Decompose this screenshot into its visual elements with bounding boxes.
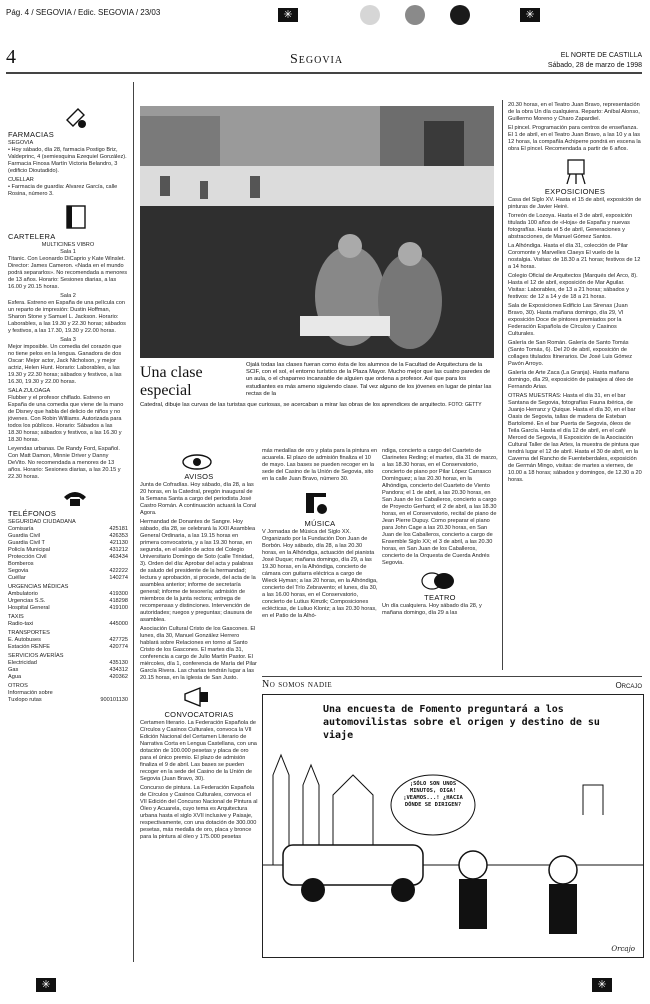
servicios-table	[8, 660, 128, 681]
musica-text: V Jornadas de Música del Siglo XX. Organizado por la Fundación Don Juan de Borbón. Hoy sábado, día 28, a las 20.30 horas, en la Alhóndiga, actuación del pianista José Duque; mañana domingo, día 29, a las 19.30 horas, en la Alhóndiga, concierto de cámara con guitarra eléctrica a cargo de Wieck Hyman; a las 20 horas, en la Alhóndiga, concierto del Trío Zebravento; el lunes, día 30, a las 16.00 horas, en el Conservatorio, concierto de Lutius Kimzik; Composiciones eclécticas, de Luliuo Kloniz; a las 20.30 horas, en el Patio de la Alhó-	[262, 529, 378, 619]
speech-bubble-text: ¡SÓLO SON UNOS MINUTOS, OIGA! ¡VEAMOS...! ¿HACIA DÓNDE SE DIRIGEN?	[403, 781, 463, 808]
convocatorias-text-1: Certamen literario. La Federación Española de Círculos y Casinos Culturales, convoca la VII Edición Nacional del Certamen Literario de Narrativa Corta en Lengua Castellana, con una dotación de 100.000 pesetas y placa de oro para el único premio. El plazo de admisión finaliza el 9 de abril. Las bases se pueden recoger en la sede del Casino de la Unión de Segovia (Juan Bravo, 30).	[140, 720, 257, 782]
phone-row-number: 900101130	[100, 697, 128, 703]
sala1-text: Titanic. Con Leonardo DiCaprio y Kate Winslet. Director: James Cameron. «Nada en el mundo podrá separarlos». No recomendada a menores de 13 años. Horario: Sesiones diarias, a las 16.00 y 20.15 horas.	[8, 256, 128, 290]
phone-row	[8, 554, 128, 561]
right-text-2: El pincel. Programación para centros de enseñanza. El 1 de abril, en el Teatro Juan Bravo, a las 10 y a las 12 horas, la compañía Achiperre pondrá en escena la obra El pincel. Recomendada a partir de 6 años.	[508, 125, 641, 152]
expo-text-5: Sala de Exposiciones Edificio Las Sirenas (Juan Bravo, 30). Hasta mañana domingo, día 29, VI exposición Doce de pintores premiados por la Federación Española de Círculos y Casinos Culturales.	[508, 303, 628, 337]
caption-sub-text: Catedral, dibuje las curvas de las turistas que curiosas, se acercaban a mirar las obras de los aprendices de arquitecto.	[140, 402, 447, 408]
convocatorias-heading: CONVOCATORIAS	[164, 710, 234, 719]
page-folio: Pág. 4 / SEGOVIA / Edic. SEGOVIA / 23/03	[6, 8, 161, 17]
music-icon	[302, 489, 330, 517]
expo-text-7: Galería de Arte Zaca (La Granja). Hasta mañana domingo, día 29, exposición de paisajes al óleo de Fernando Arias.	[508, 370, 634, 390]
phone-row-number: 421130	[109, 540, 128, 546]
phone-row-label: Comisaría	[8, 526, 34, 532]
expo-text-3: La Alhóndiga. Hasta el día 31, colección de Pilar Coromonte y Marvelles Claeys El vuelo de la nostalgia. Visitas: de 18.30 a 21 horas; festivos de 12 a 14 horas.	[508, 243, 641, 270]
megaphone-icon	[182, 686, 212, 708]
mid-column-1	[140, 448, 258, 958]
masthead-date: Sábado, 28 de marzo de 1998	[547, 62, 642, 69]
section-title: Segovia	[290, 52, 344, 67]
transportes-label: TRANSPORTES	[8, 630, 50, 636]
phone-row-number: 463434	[109, 554, 128, 560]
cartoon-title: No somos nadie	[262, 679, 333, 690]
paper-name: EL NORTE DE CASTILLA	[560, 52, 642, 59]
farmacias-sub: SEGOVIA	[8, 140, 34, 146]
phone-row-number: 427725	[109, 637, 128, 643]
phone-row	[8, 547, 128, 554]
cartoon-panel	[262, 694, 644, 958]
column-divider	[502, 100, 503, 670]
phone-row	[8, 561, 128, 568]
zuloaga-text: Flubber y el profesor chiflado. Estreno en España de una comedia que viene de la mano de Disney que habla del delicio de niños y no jóvenes. Con Robin Williams. Autorizada para todos los públicos. Horario: Sábados a las 18.30 horas; sábados y festivos, a las 16.30 y 18.30 horas.	[8, 395, 124, 443]
sala2-text: Esfera. Estreno en España de una película con un reparto de impresión: Dustin Hoffman, Sharon Stone y Samuel L. Jackson. Horario: Laborables, a las 19.30 y 22.30 horas; sábados y festivos, a las 17.30, 19.30 y 22.00 horas.	[8, 300, 126, 334]
phone-row	[8, 690, 128, 697]
phone-row-number: 425181	[109, 526, 128, 532]
phone-row-number: 419100	[109, 605, 128, 611]
expo-text-8: OTRAS MUESTRAS: Hasta el día 31, en el bar Santana de Segovia, fotografías Fauna ibérica, de Juanjo Herranz y Quique. Hasta el día 30, en el bar Oasis de Segovia, tallas de madera de Esteban Bartolomé. En el bar Puerta de Segovia, óleos de Teila García. Hasta el día 12 de abril, en el café Merced de Segovia, II Exposición de la Asociación Cultural Taller de las Artes, la muestra de pintura que tendrá lugar el 12 de abril. Hasta el 30 de abril, en la Caverna del Rancho de Fuenteberdales, exposición de Germán Mingo, visitas: de martes a viernes, de 10.00 a 18 horas; sábados y domingos, de 12.30 a 20 horas.	[508, 393, 642, 483]
avisos-text-2: Hermandad de Donantes de Sangre. Hoy sábado, día 28, se celebrará la XXII Asamblea General Ordinaria, a las 19.15 horas en primera convocatoria, y a las 19.30 horas, en segunda, en el salón de actos del Colegio Universitario Domingo de Soto (calle Trinidad, 3). Orden del día: Aprobar del acta y palabras de saludo del presidente de la hermandad; lectura y aprobación, si procede, del acta de la asamblea anterior; informe de secretaría general; informe de tesorería; admisión de miembros de la junta rectora; entrega de recompensas y distinciones. Intervención de autoridades; ruegos y preguntas; clausura de asamblea.	[140, 519, 256, 623]
phone-row	[8, 598, 128, 605]
phone-row	[8, 644, 128, 651]
sala1-label: Sala 1	[60, 249, 76, 255]
phone-row	[8, 533, 128, 540]
phone-row-number: 422222	[109, 568, 128, 574]
cartoon-author: Orcajo	[615, 681, 642, 690]
right-top-text: 20.30 horas, en el Teatro Juan Bravo, representación de la obra Un día cualquiera. Reparto: Aníbal Alonso, Guillermo Moreno y Charo Zapardiel.	[508, 102, 640, 122]
column-divider	[133, 82, 134, 962]
expo-text-2: Torreón de Lozoya. Hasta el 3 de abril, exposición titulada 100 años de «Hoja» de España y nuevas fotografías. Hasta el 5 de abril, Generaciones y abstracciones, de Manuel Gómez Santos.	[508, 213, 633, 240]
phone-row-label: Bomberos	[8, 561, 34, 567]
phone-row-label: Agua	[8, 674, 22, 680]
sala3-text: Mejor imposible. Un comedia del corazón que no tiene pelos en la lengua. Ganadora de dos Oscar: Mejor actor, Jack Nicholson, y mejor actriz, Helen Hunt. Horario: Laborables, a las 19.30 y 22.30 horas; sábados y festivos, a las 16.30, 19.30 y 22.00 horas.	[8, 344, 122, 385]
teatro-text: Un día cualquiera. Hoy sábado día 28, y mañana domingo, día 29 a las	[382, 603, 482, 616]
phone-row	[8, 621, 128, 628]
phone-row-label: Protección Civil	[8, 554, 47, 560]
expo-text-4: Colegio Oficial de Arquitectos (Marqués del Arco, 8). Hasta el 12 de abril, exposición de Mar Aguilar. Visitas: Laborables, de 13 a 21 horas; sábados y festivos: de 12 a 14 y de 18 a 21 horas.	[508, 273, 638, 300]
telefonos-heading: TELÉFONOS	[8, 509, 57, 518]
phone-row	[8, 660, 128, 667]
phone-row-number: 435130	[109, 660, 128, 666]
expo-text-1: Casa del Siglo XV. Hasta el 15 de abril, exposición de pinturas de Javier Heiré.	[508, 197, 642, 210]
phone-row-label: Guardia Civil T	[8, 540, 45, 546]
phone-row	[8, 568, 128, 575]
phone-row	[8, 540, 128, 547]
caption-text: Ojalá todas las clases fueran como ésta de los alumnos de la Facultad de Arquitectura de la SCIF, con el sol, el entorno turístico de la Plaza Mayor. Mucho mejor que las cuatro paredes de un aula, o el chaparreo incansable de alguien que ordena a profesor. Así que para los estudiantes es más ameno siguiendo clase. Tal vez alguno de los jóvenes en lugar de pintar las rectas de la	[246, 362, 492, 397]
mid3-top-text: ndiga, concierto a cargo del Cuarteto de Clarinetes Reding; el martes, día 31 de marzo, a las 18.30 horas, en el Conservatorio, concierto de piano por Pilar López Carrasco Domínguez; a las 20.30 horas, en la Alhóndiga, concierto del Cuarteto de Viento Pandora; el 1 de abril, a las 20.30 horas, en San Juan de los Caballeros, concierto a cargo de Proyecto Gerhard; el 2 de abril, a las 18.30 horas, en el Conservatorio, recital de piano de Jean Pierre Dupuy. Como preparar el piano para John Cage a las 20.30 horas, en San Juan de los Caballeros, concierto a cargo de Ensemble Siglo XX; el 3 de abril, a las 20.30 horas, en San Juan de los Caballeros, concierto de la Orquesta de Cuerda Andrés Segovia.	[382, 448, 498, 566]
cartoon-drawing	[263, 695, 643, 957]
photo-caption	[246, 362, 494, 398]
photo-caption-sub	[140, 402, 494, 409]
convocatorias-text-2: Concurso de pintura. La Federación Española de Círculos y Casinos Culturales, convoca el VII Edición del Concurso Nacional de Pintura al Óleo y Acuarela, cuyo tema es Arquitectura urbana hasta el siglo XVII inclusive y Paisaje, respectivamente, con una dotación de 300.000 pesetas, más medalla de oro, placa y bronce para la pintura al óleo y 175.000 pesetas	[140, 785, 258, 840]
phone-row-number: 445000	[109, 621, 128, 627]
phone-row-label: Policía Municipal	[8, 547, 50, 553]
avisos-text-1: Junta de Cofradías. Hoy sábado, día 28, a las 20 horas, en la Catedral, pregón inaugural de la Semana Santa a cargo del periodista José Castro Román. A continuación actuará la Coral Agora.	[140, 482, 257, 516]
masthead-rule	[6, 72, 642, 74]
sala2-label: Sala 2	[60, 293, 76, 299]
phone-row-label: Información sobre	[8, 690, 53, 696]
avisos-heading: AVISOS	[184, 472, 214, 481]
phone-row-label: Tuxlopo rutas	[8, 697, 42, 703]
registration-mark-icon: ✳	[520, 8, 540, 22]
cuellar-sub: CUELLAR	[8, 177, 34, 183]
theater-icon	[420, 571, 456, 591]
sala3-label: Sala 3	[60, 337, 76, 343]
farmacias-text: • Hoy sábado, día 28, farmacia Postigo Briz, Valdeprinc, 4 (semiesquina Ezequiel González). Farmacia Finosa Martín Victoria Belandro, 3 (edificio Dioutadido).	[8, 147, 127, 174]
right-column	[508, 102, 642, 670]
registration-mark-icon: ✳	[278, 8, 298, 22]
color-dot-icon	[360, 5, 380, 25]
main-photo	[140, 106, 494, 358]
cartoon-signature: Orcajo	[611, 945, 635, 953]
phone-icon	[62, 489, 88, 507]
phone-row-number: 140274	[109, 575, 128, 581]
urgencias-label: URGENCIAS MÉDICAS	[8, 584, 69, 590]
phone-row-label: Electricidad	[8, 660, 37, 666]
phone-row-label: Radio-taxi	[8, 621, 34, 627]
phone-row-number: 426353	[109, 533, 128, 539]
phone-row-label: Segovia	[8, 568, 29, 574]
phone-row-label: Hospital General	[8, 605, 50, 611]
cartelera-sub: MULTICINES VIBRO	[41, 242, 95, 248]
phone-row	[8, 591, 128, 598]
phone-row-number: 418298	[109, 598, 128, 604]
phone-row-label: E. Autobuses	[8, 637, 41, 643]
phone-row-label: Gas	[8, 667, 19, 673]
mid2-top-text: más medallas de oro y plata para la pintura en acuarela. El plazo de admisión finaliza el 10 de mayo. Las bases se pueden recoger en la sede del Casino de la Unión de Segovia, sito en la calle Juan Bravo, número 30.	[262, 448, 378, 482]
servicios-label: SERVICIOS AVERÍAS	[8, 653, 64, 659]
mid-column-3	[382, 448, 498, 668]
avisos-text-3: Asociación Cultural Cristo de los Gascones. El lunes, día 30, Manuel González Herrero hablará sobre Relaciones en torno al Santo Cristo de los Gascones. El martes día 31, conferencia a cargo de Julio Martín Pastor. El miércoles, día 1, conferencia de María del Pilar García Rivera. Las charlas tendrán lugar a las 20.15 horas, en la iglesia de San Justo.	[140, 626, 257, 681]
expo-text-6: Galería de San Román. Galería de Santo Tomás (Santo Tomás, 6). Del 20 de abril, exposición de collages titulados Itinerarios. De José Luis Gómez Pavón Arroyo.	[508, 340, 633, 367]
registration-mark-icon: ✳	[592, 978, 612, 992]
photo-headline: Una clase especial	[140, 364, 203, 399]
page-number: 4	[6, 46, 16, 68]
cartoon-top-rule	[262, 676, 642, 677]
phone-row-number: 420774	[109, 644, 128, 650]
phone-row	[8, 667, 128, 674]
mid-column-2	[262, 448, 378, 668]
phone-row	[8, 605, 128, 612]
phone-row-number: 431212	[109, 547, 128, 553]
phone-row-label: Guardia Civil	[8, 533, 41, 539]
pharmacy-icon	[64, 106, 88, 128]
seguridad-label: SEGURIDAD CIUDADANA	[8, 519, 76, 525]
zuloaga-text-2: Leyendas urbanas. De Randy Ford, Español. Con Matt Damon, Minnie Driver y Danny DeVito. No recomendada a menores de 13 años. Horario: Sesiones diarias, a las 20.15 y 22.30 horas.	[8, 446, 121, 480]
phone-row-label: Urgencias S.S.	[8, 598, 46, 604]
taxis-table	[8, 621, 128, 628]
phone-row	[8, 526, 128, 533]
phone-row	[8, 575, 128, 582]
cartelera-heading: CARTELERA	[8, 232, 56, 241]
taxis-label: TAXIS	[8, 614, 24, 620]
cuellar-text: • Farmacia de guardia: Alvarez García, calle Rosina, número 3.	[8, 184, 118, 197]
farmacias-heading: FARMACIAS	[8, 130, 55, 139]
phone-row-label: Cuéllar	[8, 575, 26, 581]
cinema-icon	[64, 204, 88, 230]
phone-row	[8, 697, 128, 704]
left-column	[8, 82, 128, 962]
phone-row	[8, 637, 128, 644]
photo-credit: FOTO: GETTY	[448, 402, 482, 408]
phone-row-number: 420362	[109, 674, 128, 680]
registration-mark-icon: ✳	[36, 978, 56, 992]
otros-table	[8, 690, 128, 704]
cartoon-headline: Una encuesta de Fomento preguntará a los automovilistas sobre el origen y destino de su viaje	[323, 704, 600, 741]
phone-row-label: Estación RENFE	[8, 644, 50, 650]
seguridad-table	[8, 526, 128, 582]
easel-icon	[564, 157, 588, 185]
musica-heading: MÚSICA	[304, 519, 336, 528]
sala-zuloaga-label: SALA ZULOAGA	[8, 388, 51, 394]
phone-row	[8, 674, 128, 681]
urgencias-table	[8, 591, 128, 612]
phone-row-label: Ambulatorio	[8, 591, 38, 597]
otros-label: OTROS	[8, 683, 28, 689]
phone-row-number: 434312	[109, 667, 128, 673]
color-dot-icon	[450, 5, 470, 25]
color-dot-icon	[405, 5, 425, 25]
phone-row-number: 419300	[109, 591, 128, 597]
avisos-icon	[182, 454, 212, 470]
exposiciones-heading: EXPOSICIONES	[544, 187, 606, 196]
transportes-table	[8, 637, 128, 651]
teatro-heading: TEATRO	[424, 593, 456, 602]
